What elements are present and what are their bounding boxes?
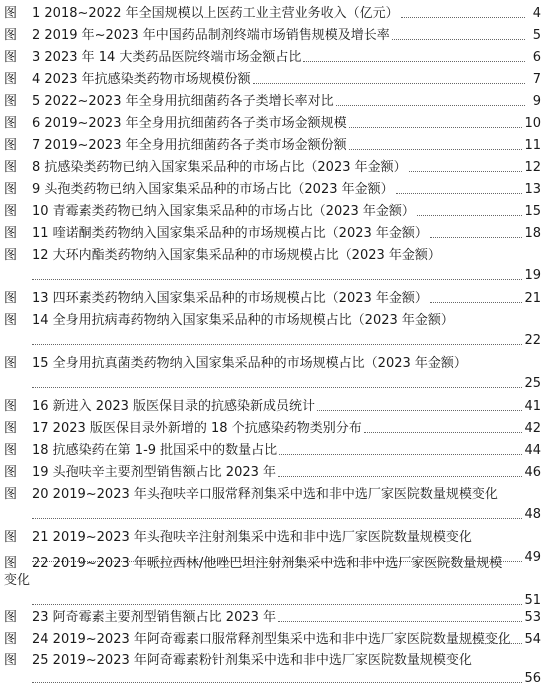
dot-leader	[32, 344, 522, 345]
page-number: 18	[524, 226, 541, 241]
page-number: 42	[524, 421, 541, 436]
page-number: 21	[524, 291, 541, 306]
page-number: 19	[524, 268, 541, 283]
figure-prefix: 图	[4, 556, 18, 571]
dot-leader	[279, 454, 522, 455]
dot-leader	[278, 476, 522, 477]
page-number: 48	[524, 507, 541, 522]
entry-title: 2 2019 年~2023 年中国药品制剂终端市场销售规模及增长率	[32, 28, 390, 43]
toc-entry[interactable]	[4, 200, 541, 220]
entry-title: 24 2019~2023 年阿奇霉素口服常释剂型集采中选和非中选厂家医院数量规模变化	[32, 632, 511, 647]
figure-prefix: 图	[4, 28, 18, 43]
page-number: 44	[524, 443, 541, 458]
page-number: 5	[532, 28, 541, 43]
toc-entry[interactable]	[4, 461, 541, 481]
toc-entry[interactable]	[4, 606, 541, 626]
entry-title: 9 头孢类药物已纳入国家集采品种的市场占比（2023 年金额）	[32, 182, 394, 197]
page-number: 11	[524, 138, 541, 153]
entry-title: 13 四环素类药物纳入国家集采品种的市场规模占比（2023 年金额）	[32, 291, 428, 306]
entry-title: 6 2019~2023 年全身用抗细菌药各子类市场金额规模	[32, 116, 347, 131]
figure-prefix: 图	[4, 116, 18, 131]
toc-entry[interactable]	[4, 222, 541, 242]
dot-leader	[278, 621, 522, 622]
toc-entry[interactable]	[4, 352, 541, 392]
figure-prefix: 图	[4, 465, 18, 480]
dot-leader	[392, 39, 525, 40]
dot-leader	[396, 193, 523, 194]
page-number: 7	[532, 72, 541, 87]
entry-title: 20 2019~2023 年头孢呋辛口服常释剂集采中选和非中选厂家医院数量规模变化	[32, 487, 498, 502]
page-number: 25	[524, 376, 541, 391]
page-number: 53	[524, 610, 541, 625]
figure-prefix: 图	[4, 610, 18, 625]
figure-prefix: 图	[4, 421, 18, 436]
figure-prefix: 图	[4, 182, 18, 197]
dot-leader	[401, 17, 525, 18]
toc-entry[interactable]	[4, 628, 541, 648]
entry-title: 7 2019~2023 年全身用抗细菌药各子类市场金额份额	[32, 138, 347, 153]
entry-title: 14 全身用抗病毒药物纳入国家集采品种的市场规模占比（2023 年金额）	[32, 313, 454, 328]
entry-title: 1 2018~2022 年全国规模以上医药工业主营业务收入（亿元）	[32, 6, 399, 21]
figure-prefix: 图	[4, 6, 18, 21]
page-number: 22	[524, 333, 541, 348]
page-number: 6	[532, 50, 541, 65]
entry-title: 4 2023 年抗感染类药物市场规模份额	[32, 72, 251, 87]
toc-entry[interactable]	[4, 309, 541, 349]
figure-prefix: 图	[4, 653, 18, 668]
toc-entry[interactable]	[4, 483, 541, 523]
page-number: 51	[524, 593, 541, 608]
entry-title: 8 抗感染类药物已纳入国家集采品种的市场占比（2023 年金额）	[32, 160, 407, 175]
dot-leader	[32, 279, 522, 280]
figure-prefix: 图	[4, 443, 18, 458]
entry-title: 10 青霉素类药物已纳入国家集采品种的市场占比（2023 年金额）	[32, 204, 415, 219]
figure-prefix: 图	[4, 138, 18, 153]
dot-leader	[253, 83, 525, 84]
toc-entry[interactable]	[4, 287, 541, 307]
toc-entry[interactable]	[4, 651, 541, 687]
dot-leader	[317, 410, 522, 411]
entry-title: 15 全身用抗真菌类药物纳入国家集采品种的市场规模占比（2023 年金额）	[32, 356, 467, 371]
page-number: 41	[524, 399, 541, 414]
entry-title: 22 2019~2023 年哌拉西林/他唑巴坦注射剂集采中选和非中选厂家医院数量规模变化	[4, 556, 503, 588]
toc-entry[interactable]	[4, 417, 541, 437]
toc-entry[interactable]	[4, 244, 541, 284]
dot-leader	[349, 149, 523, 150]
dot-leader	[32, 518, 522, 519]
page-number: 56	[524, 671, 541, 686]
page-number: 54	[524, 632, 541, 647]
toc-entry[interactable]	[4, 178, 541, 198]
page-number: 46	[524, 465, 541, 480]
dot-leader	[32, 387, 522, 388]
dot-leader	[409, 171, 523, 172]
toc-entry[interactable]	[4, 2, 541, 22]
figure-prefix: 图	[4, 160, 18, 175]
figure-prefix: 图	[4, 632, 18, 647]
figure-prefix: 图	[4, 72, 18, 87]
page-number: 15	[524, 204, 541, 219]
page-number: 12	[524, 160, 541, 175]
figure-prefix: 图	[4, 487, 18, 502]
figure-prefix: 图	[4, 204, 18, 219]
page-number: 49	[524, 550, 541, 565]
toc-entry[interactable]	[4, 134, 541, 154]
figure-prefix: 图	[4, 291, 18, 306]
figure-prefix: 图	[4, 248, 18, 263]
toc-entry[interactable]	[4, 24, 541, 44]
figure-prefix: 图	[4, 50, 18, 65]
entry-title: 5 2022~2023 年全身用抗细菌药各子类增长率对比	[32, 94, 334, 109]
page-number: 13	[524, 182, 541, 197]
entry-title: 17 2023 版医保目录外新增的 18 个抗感染药物类别分布	[32, 421, 362, 436]
figure-prefix: 图	[4, 94, 18, 109]
entry-title: 16 新进入 2023 版医保目录的抗感染新成员统计	[32, 399, 316, 414]
page-number: 4	[532, 6, 541, 21]
entry-title: 23 阿奇霉素主要剂型销售额占比 2023 年	[32, 610, 277, 625]
toc-entry[interactable]	[4, 156, 541, 176]
dot-leader	[349, 127, 523, 128]
figure-prefix: 图	[4, 399, 18, 414]
dot-leader	[336, 105, 525, 106]
figure-prefix: 图	[4, 530, 18, 545]
toc-entry[interactable]	[4, 439, 541, 459]
dot-leader	[364, 432, 523, 433]
entry-title: 3 2023 年 14 大类药品医院终端市场金额占比	[32, 50, 302, 65]
toc-entry[interactable]	[4, 46, 541, 66]
page-number: 10	[524, 116, 541, 131]
figure-prefix: 图	[4, 356, 18, 371]
dot-leader	[32, 604, 522, 605]
dot-leader	[417, 215, 523, 216]
page-number: 9	[532, 94, 541, 109]
entry-title: 19 头孢呋辛主要剂型销售额占比 2023 年	[32, 465, 277, 480]
toc-entry[interactable]	[4, 90, 541, 110]
dot-leader	[32, 682, 522, 683]
dot-leader	[430, 237, 523, 238]
figure-prefix: 图	[4, 313, 18, 328]
dot-leader	[303, 61, 525, 62]
dot-leader	[451, 643, 522, 644]
dot-leader	[430, 302, 523, 303]
entry-title: 12 大环内酯类药物纳入国家集采品种的市场规模占比（2023 年金额）	[32, 248, 441, 263]
toc-entry[interactable]	[4, 112, 541, 132]
figure-prefix: 图	[4, 226, 18, 241]
entry-title: 11 喹诺酮类药物纳入国家集采品种的市场规模占比（2023 年金额）	[32, 226, 428, 241]
entry-title: 25 2019~2023 年阿奇霉素粉针剂集采中选和非中选厂家医院数量规模变化	[32, 653, 472, 668]
entry-title: 21 2019~2023 年头孢呋辛注射剂集采中选和非中选厂家医院数量规模变化	[32, 530, 472, 545]
entry-title: 18 抗感染药在第 1-9 批国采中的数量占比	[32, 443, 278, 458]
toc-entry[interactable]	[4, 395, 541, 415]
toc-entry[interactable]	[4, 68, 541, 88]
